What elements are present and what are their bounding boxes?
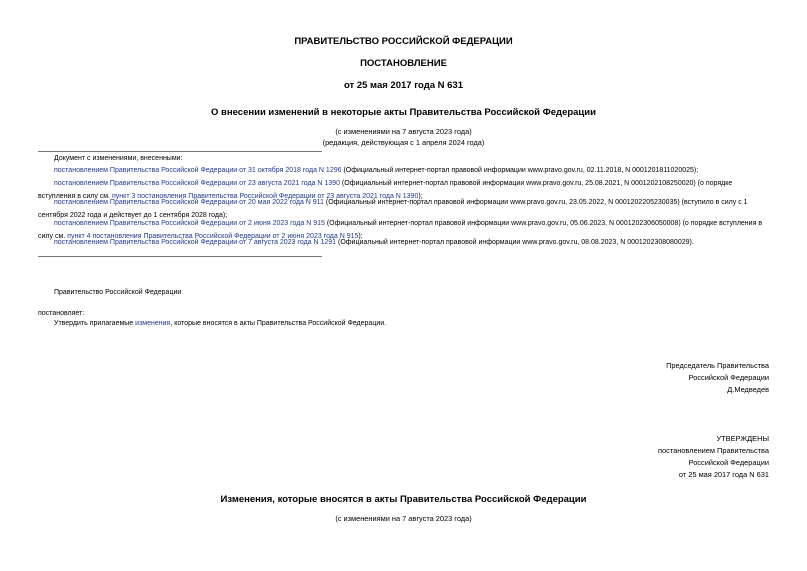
decides-text: постановляет: [38,310,85,317]
government-heading: ПРАВИТЕЛЬСТВО РОССИЙСКОЙ ФЕДЕРАЦИИ [294,36,513,47]
approval-block [658,433,769,481]
document-type: ПОСТАНОВЛЕНИЕ [360,58,447,69]
change-item: постановлением Правительства Российской Федерации от 7 августа 2023 года N 1291 (Официальный интернет-портал правовой информации www.pravo.gov.ru, 08.08.2023, N 0001202308080029). [54,239,694,246]
change-item: постановлением Правительства Российской Федерации от 20 мая 2022 года N 911 (Официальный интернет-портал правовой информации www.pravo.gov.ru, 23.05.2022, N 0001202205230035) (вступило в силу с 1 сентября 2022 года и действует до 1 сентября 2028 года); [38,199,748,219]
approval-date: от 25 мая 2017 года N 631 [678,470,769,479]
signature-org: Российской Федерации [688,373,769,382]
approval-heading: УТВЕРЖДЕНЫ [716,434,769,443]
change-item: постановлением Правительства Российской Федерации от 2 июня 2023 года N 915 (Официальный интернет-портал правовой информации www.pravo.gov.ru, 05.06.2023, N 0001202306050008) (о порядке вступления в силу см. пункт 4 постановления Правительства Российской Федерации от 2 июня 2023 года N 915); [38,220,763,240]
change-link[interactable]: постановлением Правительства Российской Федерации от 2 июня 2023 года N 915 [54,220,325,227]
signature-title: Председатель Правительства [666,361,769,370]
amended-note: (с изменениями на 7 августа 2023 года) [335,127,472,136]
approval-line: Российской Федерации [688,458,769,467]
change-link[interactable]: постановлением Правительства Российской Федерации от 31 октября 2018 года N 1296 [54,167,342,174]
change-link[interactable]: пункт 4 постановления Правительства Российской Федерации от 2 июня 2023 года N 915 [67,232,359,240]
change-item: постановлением Правительства Российской Федерации от 31 октября 2018 года N 1296 (Официальный интернет-портал правовой информации www.pravo.gov.ru, 02.11.2018, N 0001201811020025); [54,167,699,174]
signature-name: Д.Медведев [727,385,769,394]
approve-sentence: Утвердить прилагаемые изменения, которые вносятся в акты Правительства Российской Федерации. [54,320,387,327]
approval-line: постановлением Правительства [658,446,769,455]
signature-block [666,360,769,396]
change-link[interactable]: постановлением Правительства Российской Федерации от 23 августа 2021 года N 1390 [54,180,340,187]
document-date-number: от 25 мая 2017 года N 631 [343,80,464,91]
change-link[interactable]: постановлением Правительства Российской Федерации от 20 мая 2022 года N 911 [54,199,324,206]
top-divider [38,151,322,152]
edition-note: (редакция, действующая с 1 апреля 2024 года) [322,138,485,147]
change-link[interactable]: постановлением Правительства Российской Федерации от 7 августа 2023 года N 1291 [54,239,337,246]
change-link[interactable]: пункт 3 постановления Правительства Российской Федерации от 23 августа 2021 года N 1390 [112,192,419,200]
bottom-divider [38,256,322,257]
change-item: постановлением Правительства Российской Федерации от 23 августа 2021 года N 1390 (Официальный интернет-портал правовой информации www.pravo.gov.ru, 25.08.2021, N 0001202108250020) (о порядке вступления в силу см. пункт 3 постановления Правительства Российской Федерации от 23 августа 2021 года N 1390); [38,180,733,200]
changes-intro: Документ с изменениями, внесенными: [54,155,183,162]
annex-note: (с изменениями на 7 августа 2023 года) [335,514,472,523]
changes-link[interactable]: изменения [135,320,171,327]
government-name: Правительство Российской Федерации [54,289,182,296]
document-title: О внесении изменений в некоторые акты Правительства Российской Федерации [211,107,596,118]
annex-title: Изменения, которые вносятся в акты Правительства Российской Федерации [220,494,587,505]
